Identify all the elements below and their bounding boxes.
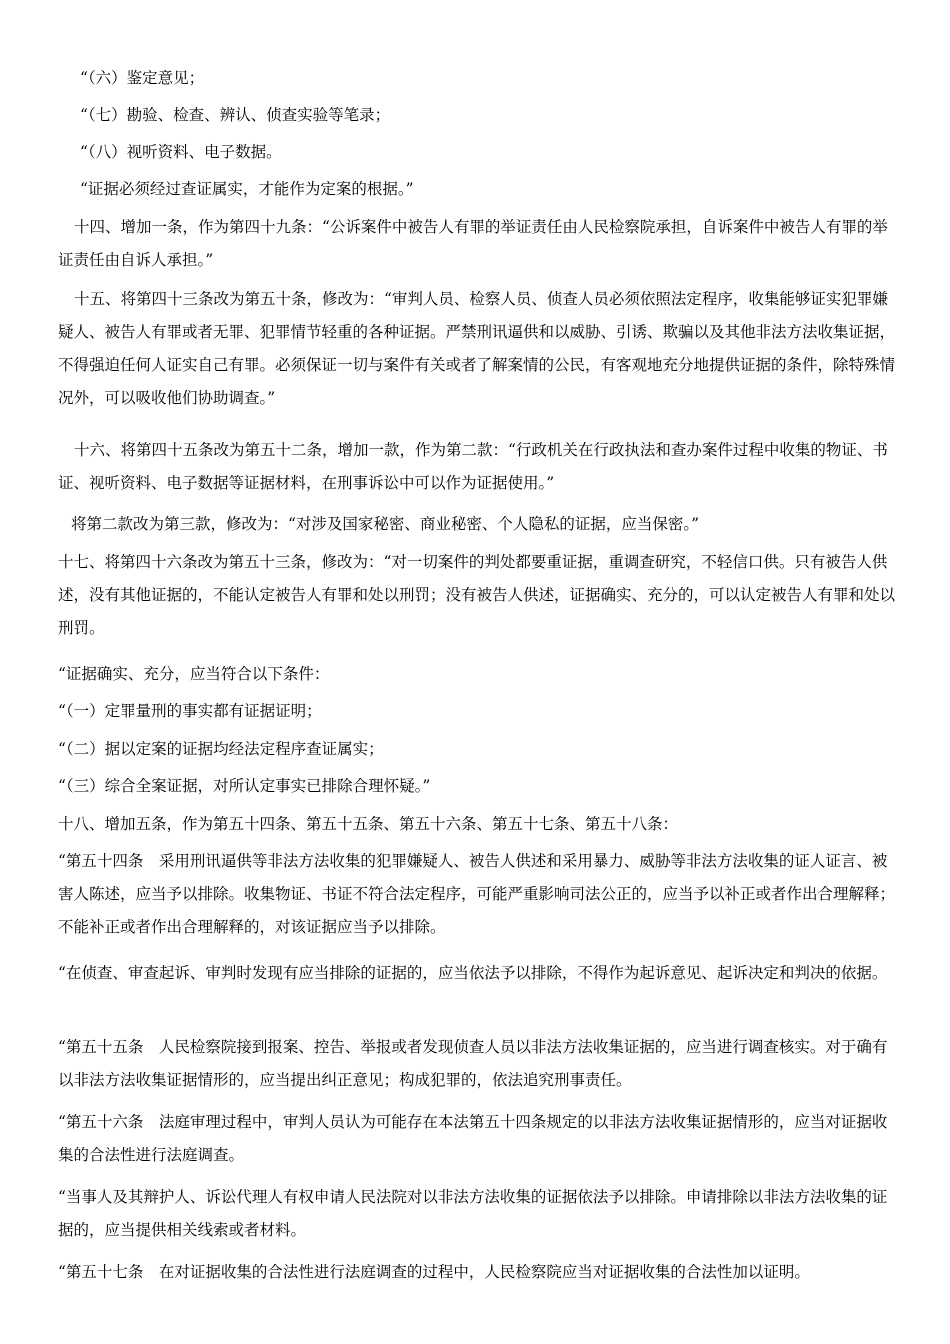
paragraph-condition-2: “（二）据以定案的证据均经法定程序查证属实； <box>58 740 384 758</box>
paragraph-item-15: 十五、将第四十三条改为第五十条，修改为：“审判人员、检察人员、侦查人员必须依照法定程序，收集能够证实犯罪嫌疑人、被告人有罪或者无罪、犯罪情节轻重的各种证据。严禁刑讯逼供和以威胁、引诱、欺骗以及其他非法方法收集证据，不得强迫任何人证实自己有罪。必须保证一切与案件有关或者了解案情的公民，有客观地充分地提供证据的条件，除特殊情况外，可以吸收他们协助调查。” <box>58 290 896 407</box>
paragraph-article-54: “第五十四条 采用刑讯逼供等非法方法收集的犯罪嫌疑人、被告人供述和采用暴力、威胁等非法方法收集的证人证言、被害人陈述，应当予以排除。收集物证、书证不符合法定程序，可能严重影响司法公正的，应当予以补正或者作出合理解释；不能补正或者作出合理解释的，对该证据应当予以排除。 <box>58 852 896 936</box>
paragraph-item-18: 十八、增加五条，作为第五十四条、第五十五条、第五十六条、第五十七条、第五十八条： <box>58 815 679 833</box>
paragraph-conditions: “证据确实、充分，应当符合以下条件： <box>58 665 330 683</box>
paragraph-article-56-application: “当事人及其辩护人、诉讼代理人有权申请人民法院对以非法方法收集的证据依法予以排除。申请排除以非法方法收集的证据的，应当提供相关线索或者材料。 <box>58 1188 888 1239</box>
paragraph-article-56: “第五十六条 法庭审理过程中，审判人员认为可能存在本法第五十四条规定的以非法方法收集证据情形的，应当对证据收集的合法性进行法庭调查。 <box>58 1113 888 1164</box>
paragraph-article-55: “第五十五条 人民检察院接到报案、控告、举报或者发现侦查人员以非法方法收集证据的，应当进行调查核实。对于确有以非法方法收集证据情形的，应当提出纠正意见；构成犯罪的，依法追究刑事责任。 <box>58 1038 888 1089</box>
paragraph-item-16-second: 将第二款改为第三款，修改为：“对涉及国家秘密、商业秘密、个人隐私的证据，应当保密。” <box>71 515 700 533</box>
paragraph-item-14: 十四、增加一条，作为第四十九条：“公诉案件中被告人有罪的举证责任由人民检察院承担，自诉案件中被告人有罪的举证责任由自诉人承担。” <box>58 218 888 269</box>
paragraph-condition-1: “（一）定罪量刑的事实都有证据证明； <box>58 702 322 720</box>
paragraph-appraisal-opinion: “（六）鉴定意见； <box>80 69 205 87</box>
paragraph-evidence-verified: “证据必须经过查证属实，才能作为定案的根据。” <box>80 180 414 198</box>
paragraph-audiovisual-data: “（八）视听资料、电子数据。 <box>80 143 282 161</box>
paragraph-inspection-records: “（七）勘验、检查、辨认、侦查实验等笔录； <box>80 106 391 124</box>
paragraph-item-16: 十六、将第四十五条改为第五十二条，增加一款，作为第二款：“行政机关在行政执法和查办案件过程中收集的物证、书证、视听资料、电子数据等证据材料，在刑事诉讼中可以作为证据使用。” <box>58 441 888 492</box>
paragraph-item-17: 十七、将第四十六条改为第五十三条，修改为：“对一切案件的判处都要重证据，重调查研究，不轻信口供。只有被告人供述，没有其他证据的，不能认定被告人有罪和处以刑罚；没有被告人供述，证据确实、充分的，可以认定被告人有罪和处以刑罚。 <box>58 553 896 637</box>
paragraph-article-57: “第五十七条 在对证据收集的合法性进行法庭调查的过程中，人民检察院应当对证据收集的合法性加以证明。 <box>58 1263 810 1281</box>
paragraph-condition-3: “（三）综合全案证据，对所认定事实已排除合理怀疑。” <box>58 777 431 795</box>
paragraph-article-54-exclusion: “在侦查、审查起诉、审判时发现有应当排除的证据的，应当依法予以排除，不得作为起诉意见、起诉决定和判决的依据。 <box>58 964 888 982</box>
